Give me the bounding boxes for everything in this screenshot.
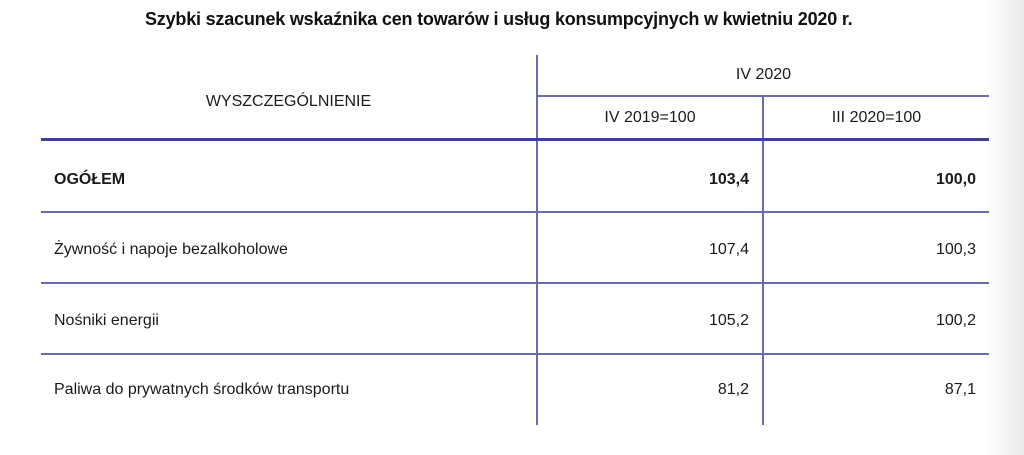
column-header-mom: III 2020=100 [831,109,922,126]
column-divider-2 [762,95,764,425]
row-label-fuel: Paliwa do prywatnych środków transportu [54,381,350,398]
value-total-mom: 100,0 [935,171,976,188]
cpi-table [41,55,989,425]
row-rule-1 [41,211,989,213]
group-header-rule [536,95,989,97]
value-food-mom: 100,3 [935,241,976,258]
row-rule-3 [41,353,989,355]
value-fuel-yoy: 81,2 [717,381,749,398]
row-label-energy: Nośniki energii [54,312,159,329]
value-energy-mom: 100,2 [935,312,976,329]
row-label-food: Żywność i napoje bezalkoholowe [54,241,288,258]
value-fuel-mom: 87,1 [944,381,976,398]
group-header: IV 2020 [735,66,792,83]
row-label-header: WYSZCZEGÓLNIENIE [205,93,372,110]
value-energy-yoy: 105,2 [708,312,749,329]
value-total-yoy: 103,4 [708,171,749,188]
header-bottom-rule [41,138,989,141]
row-rule-2 [41,282,989,284]
value-food-yoy: 107,4 [708,241,749,258]
document-title: Szybki szacunek wskaźnika cen towarów i usług konsumpcyjnych w kwietniu 2020 r. [145,9,853,29]
column-header-yoy: IV 2019=100 [604,109,696,126]
row-label-total: OGÓŁEM [54,171,126,188]
page-edge-shade [988,0,1024,455]
